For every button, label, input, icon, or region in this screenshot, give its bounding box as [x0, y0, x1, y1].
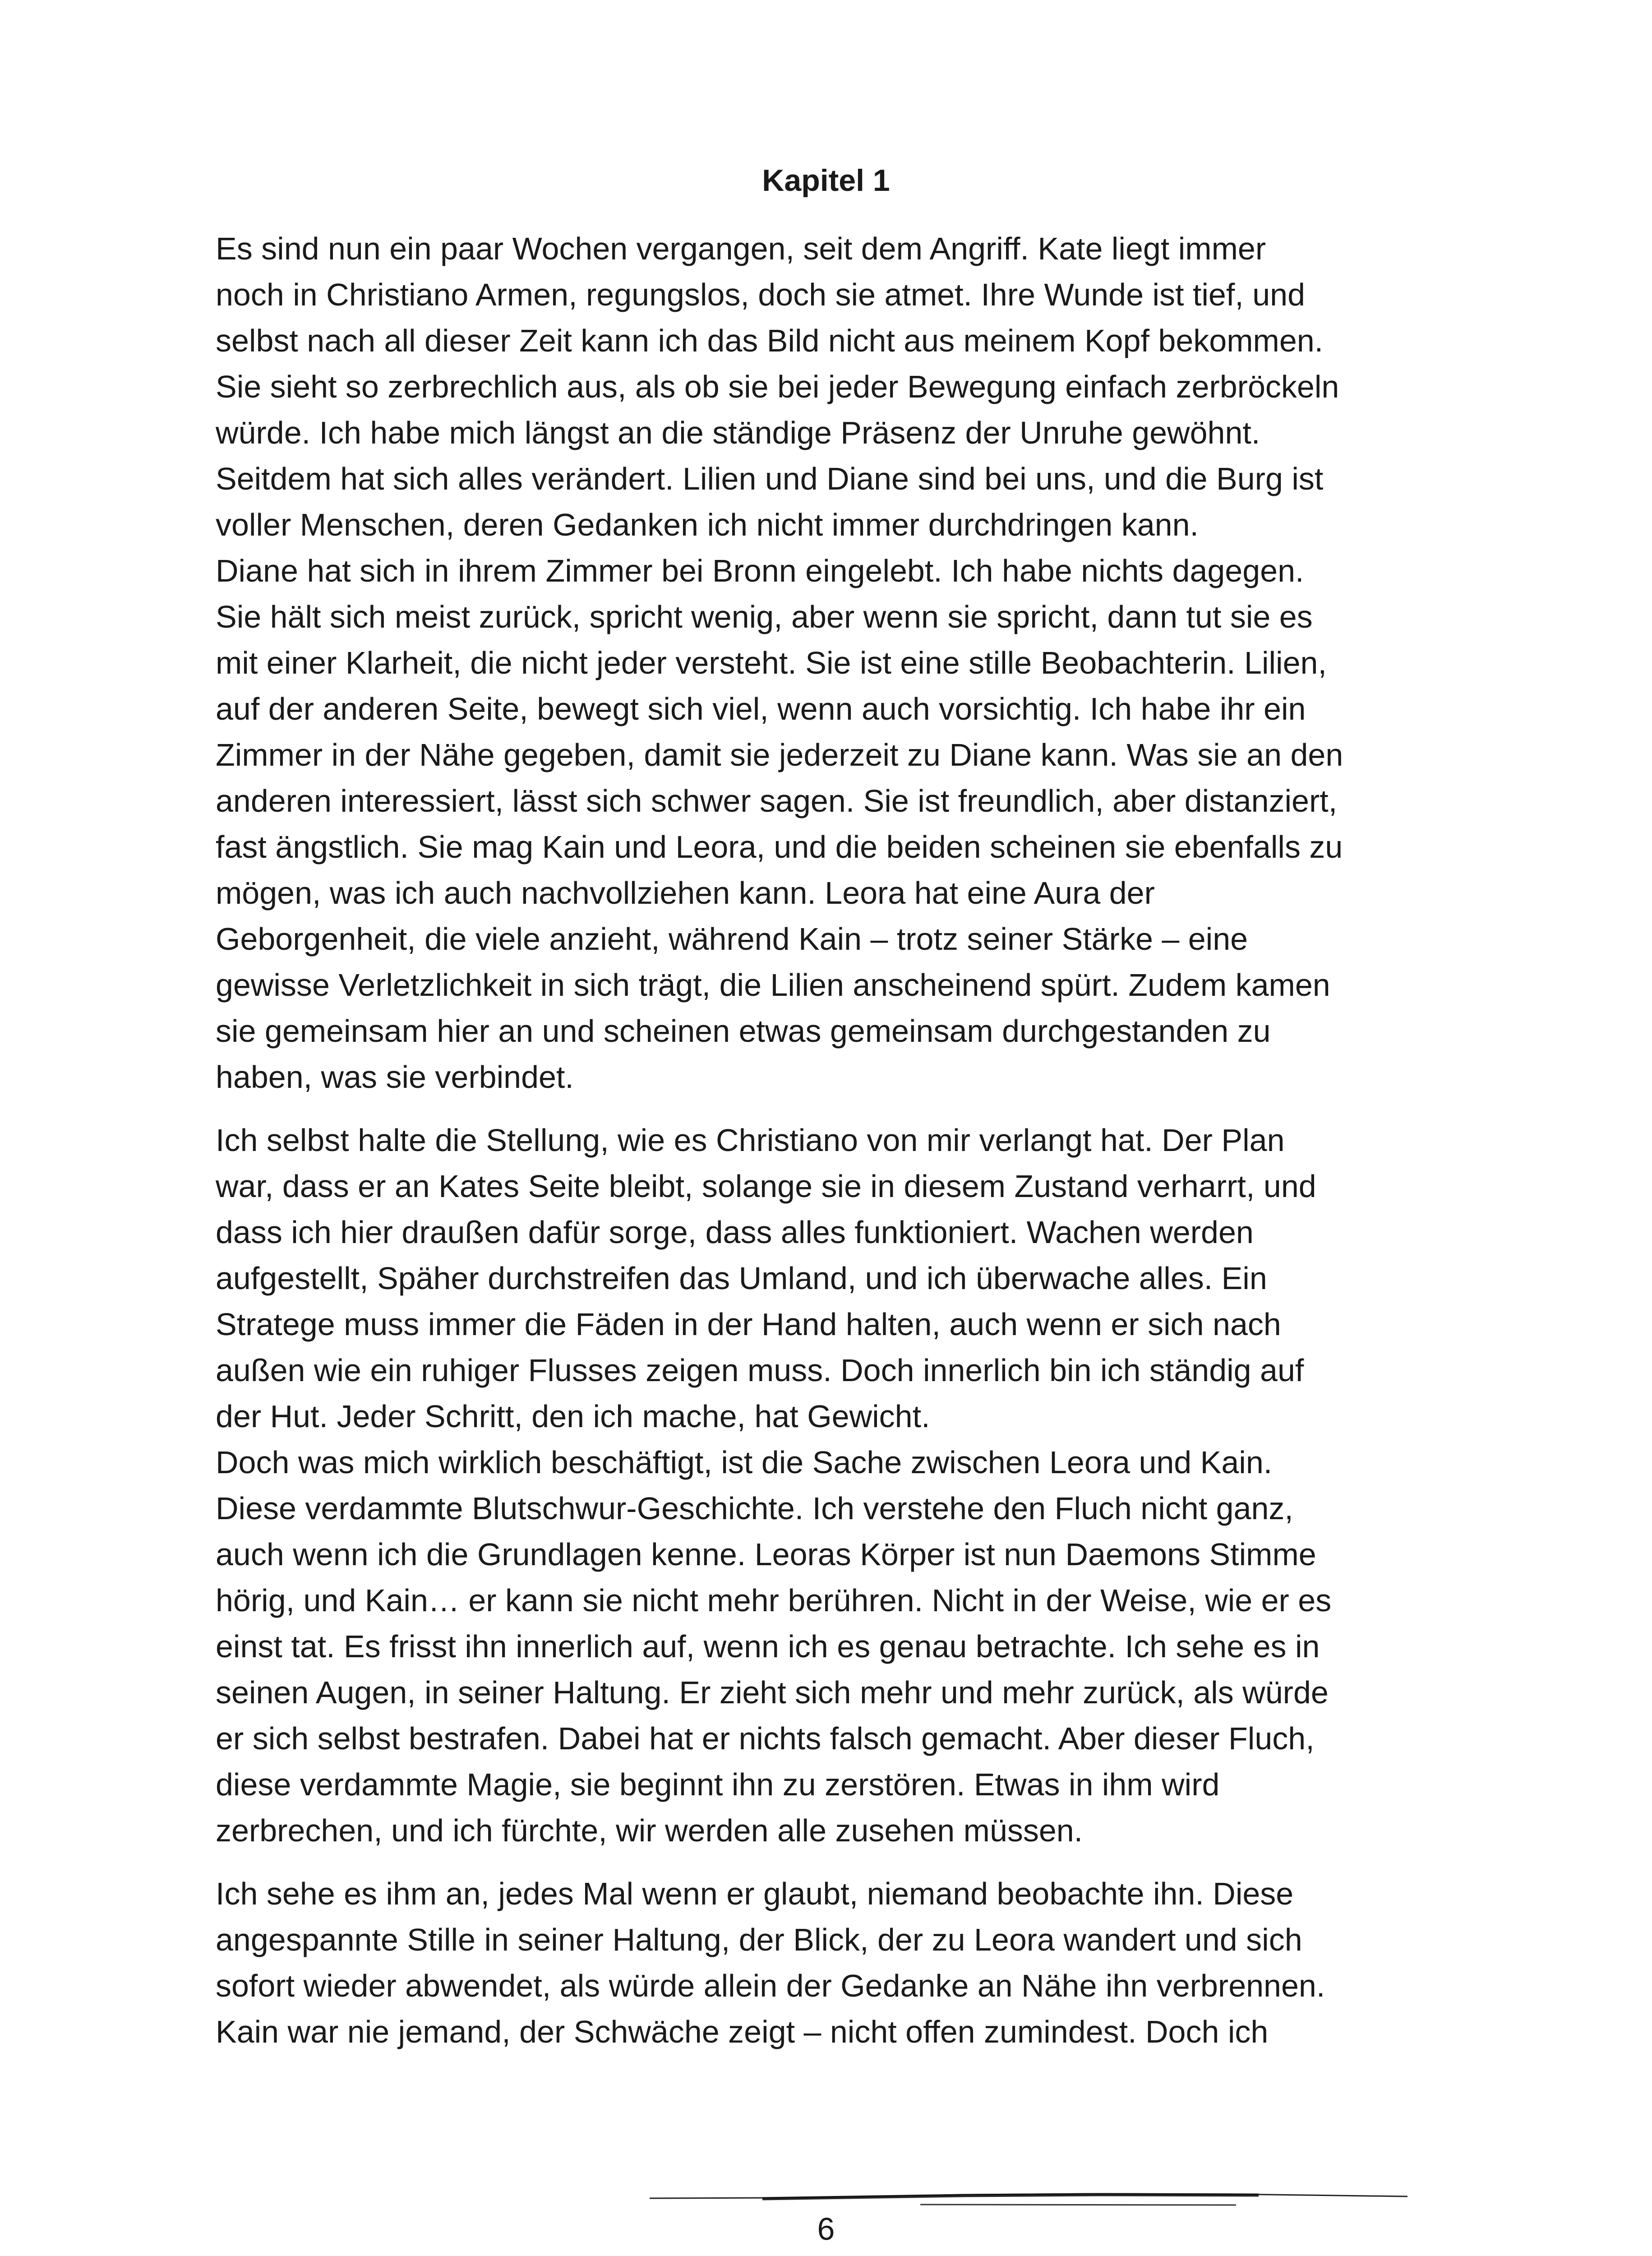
text-line: er sich selbst bestrafen. Dabei hat er nichts falsch gemacht. Aber dieser Fluch, — [216, 1721, 1315, 1756]
text-line: auf der anderen Seite, bewegt sich viel, wenn auch vorsichtig. Ich habe ihr ein — [216, 691, 1306, 726]
text-line: angespannte Stille in seiner Haltung, der Blick, der zu Leora wandert und sich — [216, 1922, 1302, 1957]
text-line: haben, was sie verbindet. — [216, 1059, 574, 1095]
text-line: Geborgenheit, die viele anzieht, während Kain – trotz seiner Stärke – eine — [216, 921, 1248, 957]
text-line: Zimmer in der Nähe gegeben, damit sie jederzeit zu Diane kann. Was sie an den — [216, 737, 1343, 772]
paragraph-2 — [216, 1117, 1479, 1854]
text-line: Es sind nun ein paar Wochen vergangen, seit dem Angriff. Kate liegt immer — [216, 231, 1266, 266]
page-number: 6 — [817, 2211, 835, 2247]
text-line: Diane hat sich in ihrem Zimmer bei Bronn eingelebt. Ich habe nichts dagegen. — [216, 553, 1304, 588]
text-line: Diese verdammte Blutschwur-Geschichte. Ich verstehe den Fluch nicht ganz, — [216, 1491, 1293, 1526]
body-text — [216, 226, 1479, 2072]
paragraph-1 — [216, 226, 1479, 1100]
text-line: aufgestellt, Späher durchstreifen das Umland, und ich überwache alles. Ein — [216, 1261, 1267, 1296]
text-line: einst tat. Es frisst ihn innerlich auf, wenn ich es genau betrachte. Ich sehe es in — [216, 1629, 1320, 1664]
text-line: Sie sieht so zerbrechlich aus, als ob sie bei jeder Bewegung einfach zerbröckeln — [216, 369, 1339, 404]
text-line: sie gemeinsam hier an und scheinen etwas gemeinsam durchgestanden zu — [216, 1013, 1271, 1049]
text-line: voller Menschen, deren Gedanken ich nicht immer durchdringen kann. — [216, 507, 1199, 542]
text-line: sofort wieder abwendet, als würde allein der Gedanke an Nähe ihn verbrennen. — [216, 1968, 1325, 2003]
text-line: hörig, und Kain… er kann sie nicht mehr berühren. Nicht in der Weise, wie er es — [216, 1583, 1332, 1618]
text-line: dass ich hier draußen dafür sorge, dass alles funktioniert. Wachen werden — [216, 1215, 1254, 1250]
text-line: seinen Augen, in seiner Haltung. Er zieht sich mehr und mehr zurück, als würde — [216, 1675, 1329, 1710]
text-line: auch wenn ich die Grundlagen kenne. Leoras Körper ist nun Daemons Stimme — [216, 1537, 1316, 1572]
text-line: war, dass er an Kates Seite bleibt, solange sie in diesem Zustand verharrt, und — [216, 1169, 1316, 1204]
text-line: anderen interessiert, lässt sich schwer sagen. Sie ist freundlich, aber distanziert, — [216, 783, 1338, 818]
text-line: mögen, was ich auch nachvollziehen kann. Leora hat eine Aura der — [216, 875, 1155, 911]
footer-rule — [650, 2188, 1407, 2206]
text-line: zerbrechen, und ich fürchte, wir werden alle zusehen müssen. — [216, 1813, 1083, 1848]
text-line: Stratege muss immer die Fäden in der Hand halten, auch wenn er sich nach — [216, 1307, 1281, 1342]
text-line: diese verdammte Magie, sie beginnt ihn zu zerstören. Etwas in ihm wird — [216, 1767, 1220, 1802]
paragraph-3 — [216, 1871, 1479, 2055]
text-line: mit einer Klarheit, die nicht jeder versteht. Sie ist eine stille Beobachterin. Lilien, — [216, 645, 1327, 680]
text-line: Ich sehe es ihm an, jedes Mal wenn er glaubt, niemand beobachte ihn. Diese — [216, 1876, 1294, 1911]
text-line: fast ängstlich. Sie mag Kain und Leora, und die beiden scheinen sie ebenfalls zu — [216, 829, 1343, 864]
text-line: gewisse Verletzlichkeit in sich trägt, die Lilien anscheinend spürt. Zudem kamen — [216, 967, 1330, 1003]
text-line: würde. Ich habe mich längst an die ständige Präsenz der Unruhe gewöhnt. — [216, 415, 1260, 450]
text-line: selbst nach all dieser Zeit kann ich das Bild nicht aus meinem Kopf bekommen. — [216, 323, 1324, 358]
text-line: Doch was mich wirklich beschäftigt, ist die Sache zwischen Leora und Kain. — [216, 1445, 1273, 1480]
text-line: noch in Christiano Armen, regungslos, doch sie atmet. Ihre Wunde ist tief, und — [216, 277, 1305, 312]
text-line: Kain war nie jemand, der Schwäche zeigt – nicht offen zumindest. Doch ich — [216, 2014, 1269, 2049]
text-line: Ich selbst halte die Stellung, wie es Christiano von mir verlangt hat. Der Plan — [216, 1123, 1285, 1158]
text-line: Sie hält sich meist zurück, spricht wenig, aber wenn sie spricht, dann tut sie es — [216, 599, 1313, 634]
chapter-title: Kapitel 1 — [762, 163, 890, 198]
text-line: Seitdem hat sich alles verändert. Lilien und Diane sind bei uns, und die Burg ist — [216, 461, 1324, 496]
text-line: der Hut. Jeder Schritt, den ich mache, hat Gewicht. — [216, 1399, 930, 1434]
text-line: außen wie ein ruhiger Flusses zeigen muss. Doch innerlich bin ich ständig auf — [216, 1353, 1304, 1388]
